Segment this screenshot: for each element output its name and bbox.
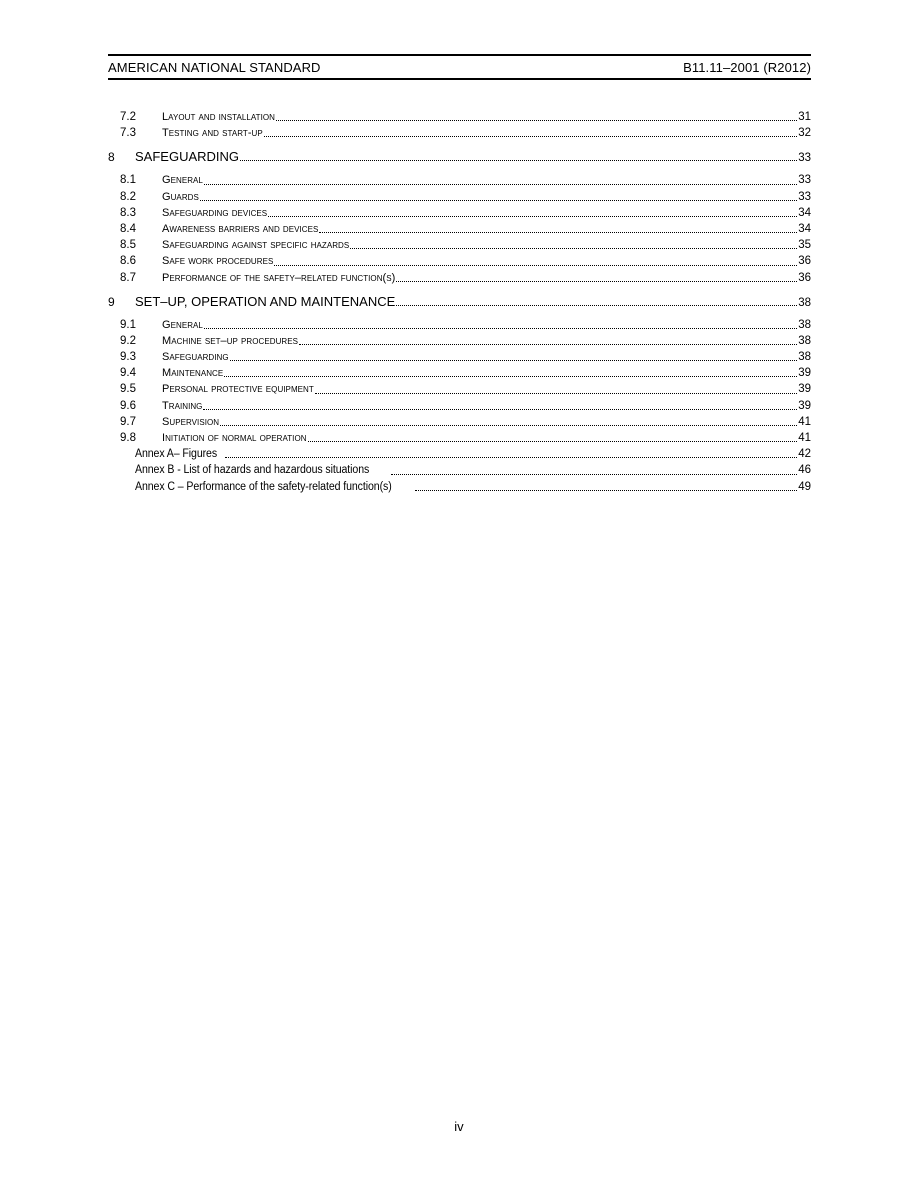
toc-entry[interactable] — [108, 479, 811, 495]
toc-entry-page: 33 — [798, 190, 811, 203]
page-number: iv — [454, 1119, 464, 1134]
toc-entry[interactable] — [108, 293, 811, 310]
dot-leader — [204, 184, 797, 185]
toc-entry-number: 8 — [108, 150, 115, 165]
dot-leader — [396, 305, 797, 306]
toc-entry-title: Guards — [162, 190, 199, 203]
toc-entry-page: 49 — [798, 480, 811, 493]
toc-entry-page: 38 — [798, 296, 811, 309]
table-of-contents — [108, 109, 811, 495]
toc-entry[interactable] — [108, 430, 811, 446]
toc-entry-number: 8.6 — [120, 255, 136, 268]
toc-entry-number: 9.6 — [120, 399, 136, 412]
toc-entry[interactable] — [108, 381, 811, 397]
dot-leader — [319, 232, 797, 233]
toc-entry[interactable] — [108, 189, 811, 205]
toc-entry-page: 38 — [798, 318, 811, 331]
toc-entry-page: 36 — [798, 255, 811, 268]
toc-entry-title: Personal protective equipment — [162, 383, 314, 396]
dot-leader — [203, 409, 797, 410]
toc-entry-number: 8.4 — [120, 222, 136, 235]
toc-entry[interactable] — [108, 109, 811, 125]
toc-entry[interactable] — [108, 333, 811, 349]
toc-entry-page: 34 — [798, 206, 811, 219]
toc-entry-title: Safeguarding — [162, 351, 229, 364]
toc-entry-title: Annex B - List of hazards and hazardous situations — [135, 464, 370, 477]
toc-entry-number: 9.2 — [120, 334, 136, 347]
toc-entry-page: 41 — [798, 432, 811, 444]
dot-leader — [204, 328, 797, 329]
toc-entry-number: 9 — [108, 294, 115, 309]
page-header — [108, 54, 811, 80]
toc-entry-number: 9.8 — [120, 432, 136, 444]
toc-entry[interactable] — [108, 414, 811, 430]
dot-leader — [308, 441, 798, 442]
toc-entry-page: 34 — [798, 222, 811, 235]
toc-entry-number: 9.7 — [120, 415, 136, 428]
toc-entry[interactable] — [108, 270, 811, 286]
toc-entry-title: Initiation of normal operation — [162, 432, 307, 444]
toc-entry-page: 39 — [798, 367, 811, 380]
dot-leader — [415, 490, 797, 491]
toc-entry-page: 32 — [798, 127, 811, 140]
toc-entry-number: 9.1 — [120, 318, 136, 331]
dot-leader — [264, 136, 797, 137]
toc-entry-page: 36 — [798, 271, 811, 284]
dot-leader — [240, 160, 797, 161]
toc-entry-page: 41 — [798, 415, 811, 428]
toc-entry-title: Testing and start-up — [162, 127, 263, 140]
toc-entry[interactable] — [108, 205, 811, 221]
toc-entry[interactable] — [108, 317, 811, 333]
toc-entry[interactable] — [108, 462, 811, 478]
toc-entry-page: 39 — [798, 399, 811, 412]
toc-entry-title: Training — [162, 399, 203, 412]
toc-entry-title: Maintenance — [162, 367, 224, 380]
toc-entry-title: Performance of the safety–related function(s) — [162, 271, 396, 284]
dot-leader — [299, 344, 797, 345]
toc-entry-page: 39 — [798, 383, 811, 396]
toc-entry-number: 8.1 — [120, 174, 136, 187]
toc-entry[interactable] — [108, 125, 811, 141]
toc-entry-page: 35 — [798, 239, 811, 252]
dot-leader — [396, 281, 797, 282]
dot-leader — [230, 360, 798, 361]
header-document-id: B11.11–2001 (R2012) — [683, 59, 811, 75]
toc-entry-number: 9.3 — [120, 351, 136, 364]
toc-entry[interactable] — [108, 221, 811, 237]
toc-entry[interactable] — [108, 237, 811, 253]
toc-entry-title: Awareness barriers and devices — [162, 222, 319, 235]
toc-entry-title: Machine set–up procedures — [162, 334, 298, 347]
toc-entry-title: Supervision — [162, 415, 220, 428]
toc-entry[interactable] — [108, 365, 811, 381]
toc-entry-title: SAFEGUARDING — [135, 149, 240, 165]
toc-entry-page: 46 — [798, 464, 811, 477]
toc-entry-number: 7.3 — [120, 127, 136, 140]
toc-entry-title: SET–UP, OPERATION AND MAINTENANCE — [135, 293, 396, 309]
header-standard-label: AMERICAN NATIONAL STANDARD — [108, 59, 321, 75]
toc-entry[interactable] — [108, 349, 811, 365]
dot-leader — [220, 425, 797, 426]
toc-entry-title: Safeguarding against specific hazards — [162, 239, 350, 252]
toc-entry-number: 9.4 — [120, 367, 136, 380]
toc-entry-number: 9.5 — [120, 383, 136, 396]
toc-entry[interactable] — [108, 446, 811, 462]
toc-entry-number: 7.2 — [120, 111, 136, 123]
toc-entry-title: Annex A– Figures — [135, 448, 218, 461]
toc-entry-title: Safe work procedures — [162, 255, 274, 268]
toc-entry-title: Safeguarding devices — [162, 206, 268, 219]
toc-entry-number: 8.3 — [120, 206, 136, 219]
dot-leader — [315, 393, 797, 394]
toc-entry[interactable] — [108, 398, 811, 414]
dot-leader — [268, 216, 797, 217]
toc-entry-number: 8.7 — [120, 271, 136, 284]
toc-entry-title: Layout and installation — [162, 111, 275, 123]
toc-entry[interactable] — [108, 148, 811, 165]
dot-leader — [200, 200, 797, 201]
toc-entry[interactable] — [108, 172, 811, 188]
dot-leader — [224, 376, 797, 377]
toc-entry-page: 31 — [798, 111, 811, 123]
dot-leader — [225, 457, 797, 458]
toc-entry-page: 33 — [798, 152, 811, 165]
dot-leader — [391, 474, 798, 475]
toc-entry-title: General — [162, 318, 203, 331]
toc-entry-title: General — [162, 174, 203, 187]
toc-entry-page: 42 — [798, 448, 811, 461]
toc-entry[interactable] — [108, 253, 811, 269]
dot-leader — [350, 248, 797, 249]
toc-entry-number: 8.2 — [120, 190, 136, 203]
toc-entry-page: 38 — [798, 334, 811, 347]
toc-entry-page: 33 — [798, 174, 811, 187]
dot-leader — [276, 120, 797, 121]
toc-entry-title: Annex C – Performance of the safety-related function(s) — [135, 480, 392, 493]
toc-entry-number: 8.5 — [120, 239, 136, 252]
toc-entry-page: 38 — [798, 351, 811, 364]
dot-leader — [274, 265, 797, 266]
